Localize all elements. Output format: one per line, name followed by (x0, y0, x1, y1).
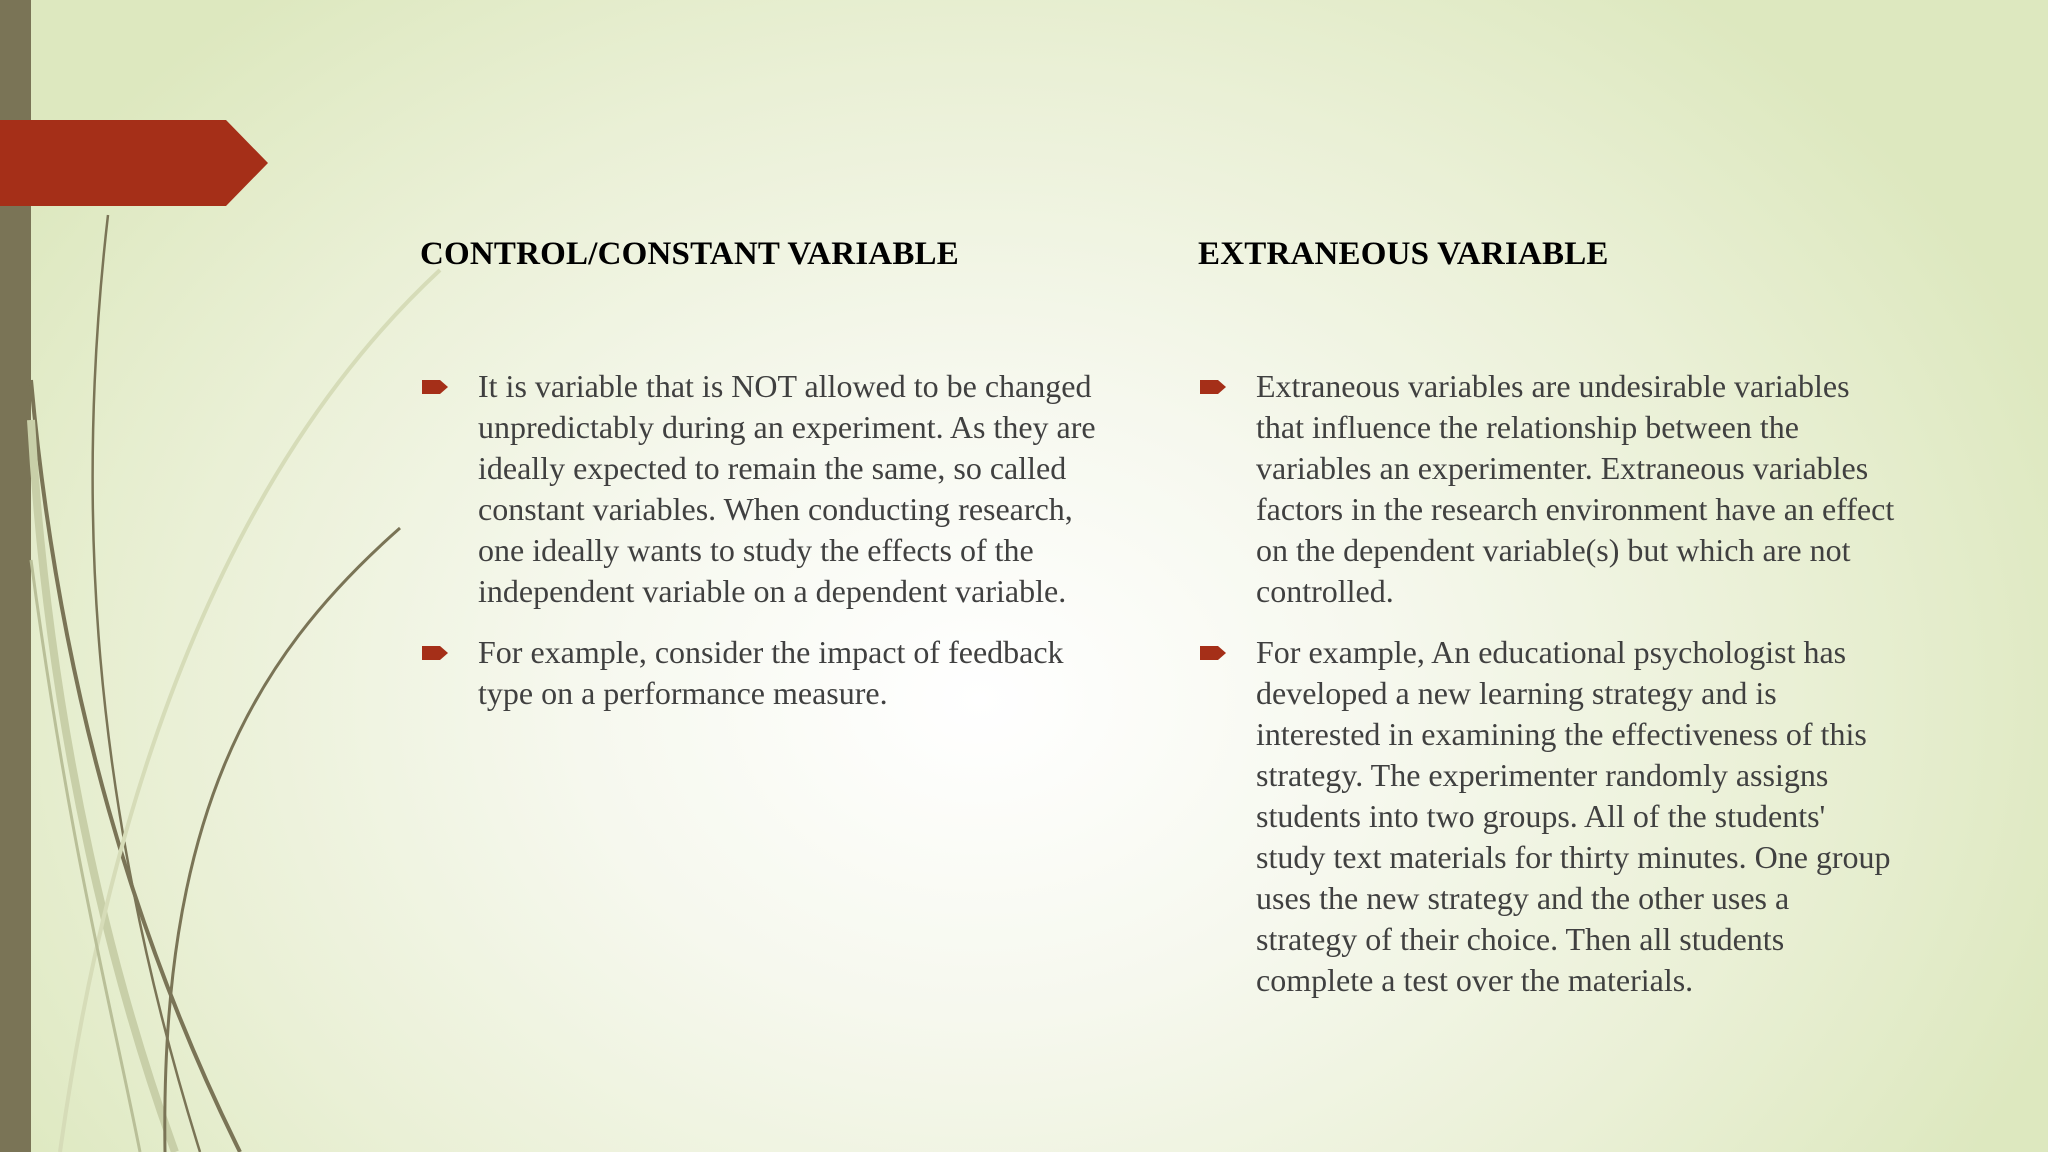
left-bullet-list (420, 366, 1120, 734)
arrow-bullet-icon (1200, 380, 1226, 394)
left-column (420, 236, 1120, 711)
left-column-heading: CONTROL/CONSTANT VARIABLE (420, 236, 959, 272)
arrow-bullet-icon (422, 380, 448, 394)
list-item (1198, 366, 1898, 612)
list-item (420, 366, 1120, 612)
right-bullet-list (1198, 366, 1898, 1021)
bullet-text: For example, consider the impact of feedback type on a performance measure. (478, 634, 1064, 711)
right-column-heading: EXTRANEOUS VARIABLE (1198, 236, 1609, 272)
right-column (1198, 236, 1898, 998)
bullet-text: It is variable that is NOT allowed to be changed unpredictably during an experiment. As they are ideally expected to remain the same, so called constant variables. When conducting research, one ideally wants to study the effects of the independent variable on a dependent variable. (478, 368, 1096, 609)
bullet-text: For example, An educational psychologist has developed a new learning strategy and is interested in examining the effectiveness of this strategy. The experimenter randomly assigns students into two groups. All of the students' study text materials for thirty minutes. One group uses the new strategy and the other uses a strategy of their choice. Then all students complete a test over the materials. (1256, 634, 1891, 998)
list-item (420, 632, 1120, 714)
arrow-bullet-icon (1200, 646, 1226, 660)
arrow-banner (0, 120, 270, 206)
list-item (1198, 632, 1898, 1001)
arrow-bullet-icon (422, 646, 448, 660)
bullet-text: Extraneous variables are undesirable variables that influence the relationship between the variables an experimenter. Extraneous variables factors in the research environment have an effect on the dependent variable(s) but which are not controlled. (1256, 368, 1895, 609)
